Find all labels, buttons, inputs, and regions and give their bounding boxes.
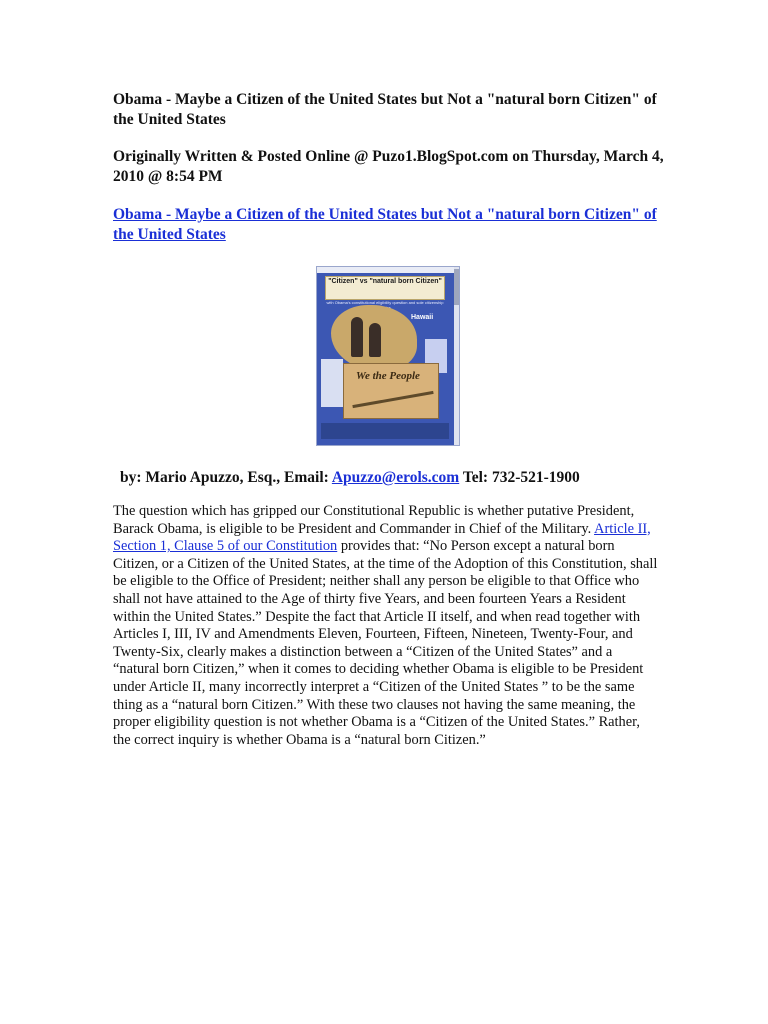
cover-banner: "Citizen" vs "natural born Citizen" (325, 276, 445, 300)
byline-prefix: by: Mario Apuzzo, Esq., Email: (120, 469, 332, 486)
article-title: Obama - Maybe a Citizen of the United States but Not a "natural born Citizen" of the United States (113, 91, 657, 128)
cover-island-label: Hawaii (411, 314, 434, 321)
body-text-start: The question which has gripped our Constitutional Republic is whether putative President, Barack Obama, is eligible to be President and Commander in Chief of the Military. (113, 503, 635, 537)
byline-phone: Tel: 732-521-1900 (459, 469, 580, 486)
email-link[interactable]: Apuzzo@erols.com (331, 469, 460, 486)
cover-scroll-thumb (454, 269, 459, 305)
cover-parchment (343, 363, 439, 419)
article-title-link-wrapper (113, 205, 673, 245)
cover-footer-band (321, 423, 449, 439)
article-title-link[interactable]: Obama - Maybe a Citizen of the United States but Not a "natural born Citizen" of the United States (113, 206, 657, 243)
cover-top-strip (317, 267, 454, 273)
cover-subtitle: with Obama's constitutional eligibility question and sole citizenship (326, 300, 444, 305)
body-paragraph (113, 503, 658, 749)
cover-scrollbar (454, 267, 459, 445)
cover-figure-right (369, 323, 381, 357)
cover-image (316, 266, 460, 446)
constitution-link[interactable]: Article II, Section 1, Clause 5 of our Constitution (113, 520, 651, 555)
cover-parchment-script: We the People (356, 370, 420, 382)
quill-icon (352, 391, 433, 408)
posted-info: Originally Written & Posted Online @ Puzo1.BlogSpot.com on Thursday, March 4, 2010 @ 8:54 PM (113, 148, 664, 185)
body-text-rest: provides that: “No Person except a natural born Citizen, or a Citizen of the United States, at the time of the Adoption of this Constitution, shall be eligible to the Office of President; neither shall any person be eligible to that Office who shall not have attained to the Age of thirty five Years, and been fourteen Years a Resident within the United States.” Despite the fact that Article II itself, and when read together with Articles I, III, IV and Amendments Eleven, Fourteen, Fifteen, Nineteen, Twenty-Four, and Twenty-Six, clearly makes a distinction between a “Citizen of the United States” and a “natural born Citizen,” when it comes to deciding whether Obama is eligible to be President under Article II, many incorrectly interpret a “Citizen of the United States ” to be the same thing as a “natural born Citizen.” With these two clauses not having the same meaning, the proper eligibility question is not whether Obama is a “Citizen of the United States.” Rather, the correct inquiry is whether Obama is a “natural born Citizen.” (113, 538, 658, 748)
cover-left-column (321, 359, 343, 407)
byline (120, 468, 680, 488)
cover-figure-left (351, 317, 363, 357)
